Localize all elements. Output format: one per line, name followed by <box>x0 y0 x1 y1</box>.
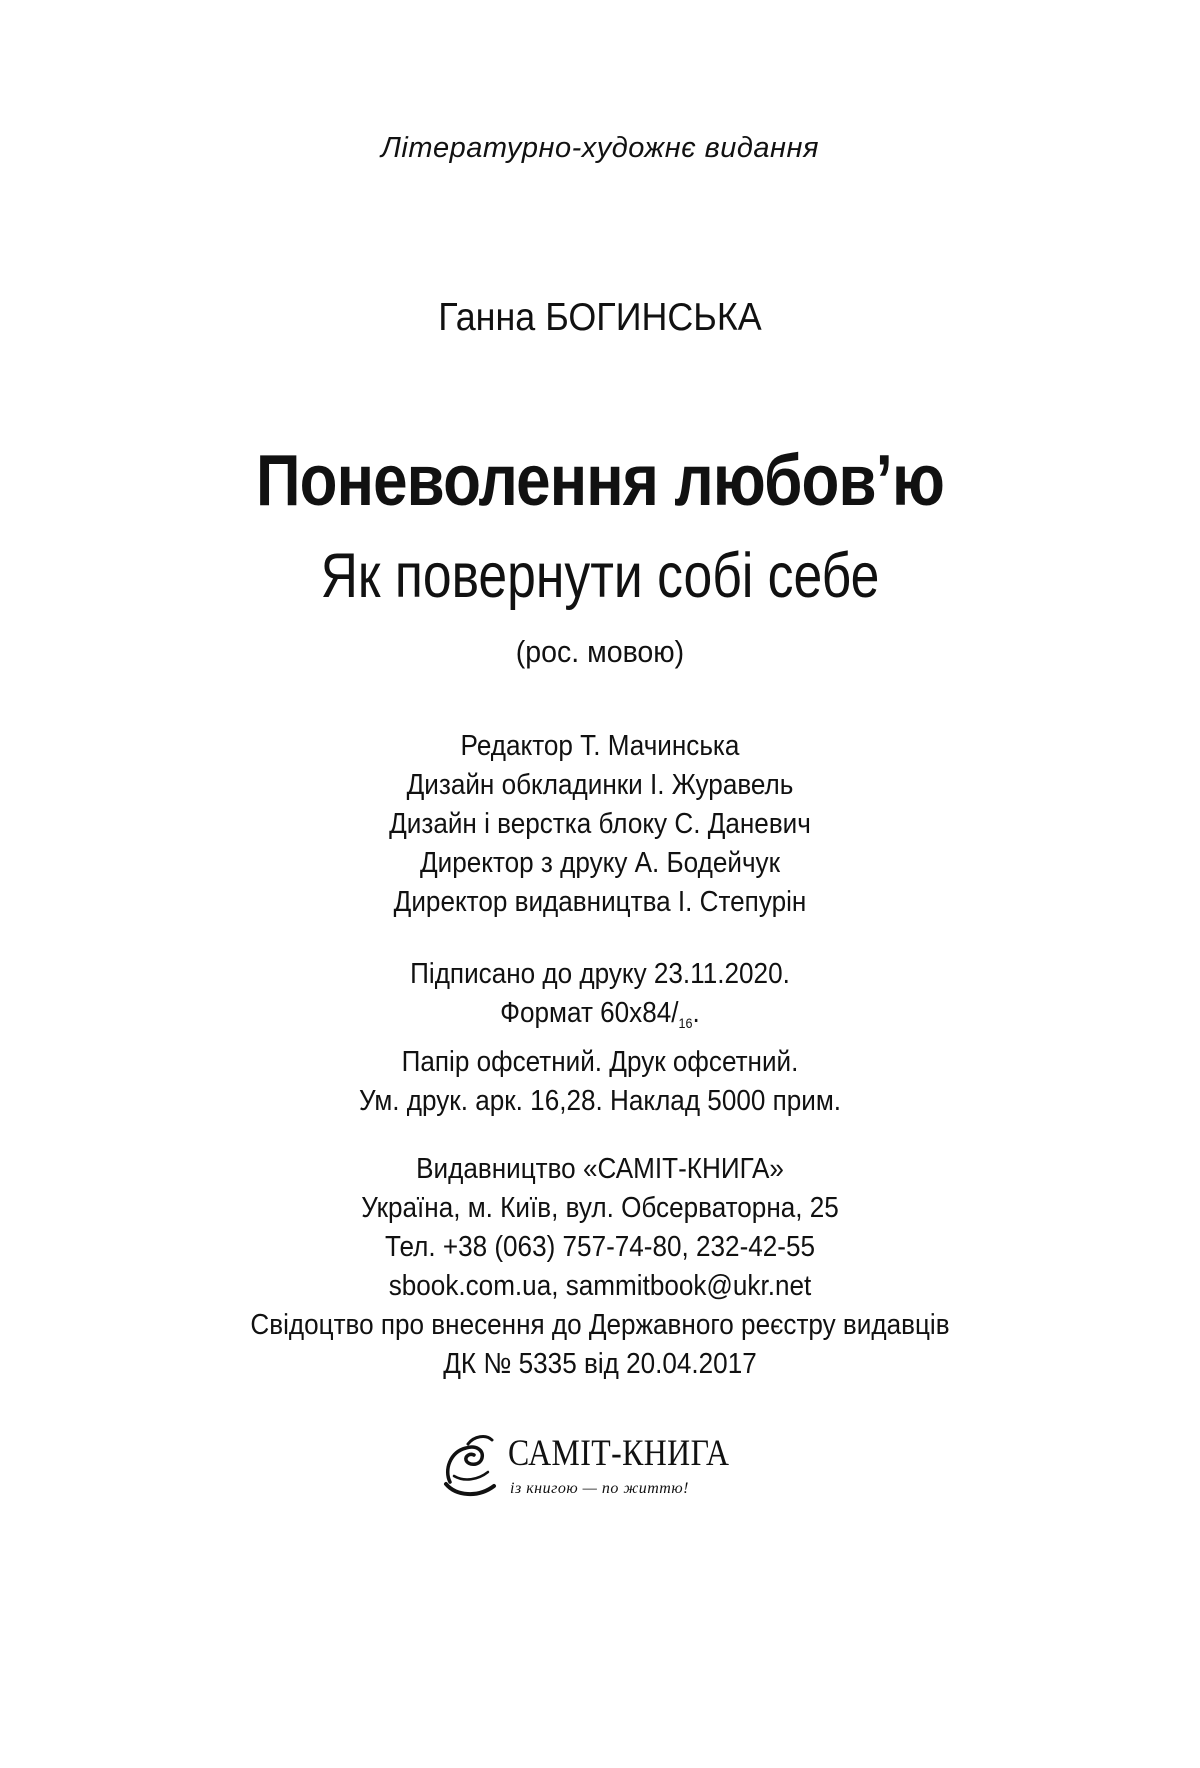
print-signed: Підписано до друку 23.11.2020. <box>410 958 790 990</box>
credit-layout-design: Дизайн і верстка блоку С. Даневич <box>389 808 811 840</box>
print-info-block <box>0 955 1200 1121</box>
credit-editor: Редактор Т. Мачинська <box>460 730 740 762</box>
print-format-suffix: . <box>692 997 700 1029</box>
publisher-name: Видавництво «САМІТ-КНИГА» <box>416 1153 784 1185</box>
publisher-certificate: Свідоцтво про внесення до Державного реєстру видавців <box>250 1309 950 1341</box>
publisher-web-email: sbook.com.ua, sammitbook@ukr.net <box>388 1270 812 1302</box>
publisher-phone: Тел. +38 (063) 757-74-80, 232-42-55 <box>384 1231 816 1263</box>
print-format-prefix: Формат 60х84/ <box>500 997 679 1029</box>
logo-name: САМІТ-КНИГА <box>508 1433 730 1474</box>
credit-publishing-director: Директор видавництва І. Степурін <box>393 886 807 918</box>
credits-block <box>0 727 1200 922</box>
print-sheets: Ум. друк. арк. 16,28. Наклад 5000 прим. <box>358 1085 842 1117</box>
language-note: (рос. мовою) <box>515 634 685 669</box>
genre-label: Літературно-художнє видання <box>381 132 819 164</box>
credit-print-director: Директор з друку А. Бодейчук <box>419 847 781 879</box>
print-paper: Папір офсетний. Друк офсетний. <box>401 1046 799 1078</box>
book-swirl-icon <box>440 1430 500 1500</box>
publisher-certificate-number: ДК № 5335 від 20.04.2017 <box>443 1348 757 1380</box>
publisher-logo <box>440 1428 760 1518</box>
credit-cover-design: Дизайн обкладинки І. Журавель <box>406 769 794 801</box>
book-subtitle: Як повернути собі себе <box>320 541 880 611</box>
publisher-address: Україна, м. Київ, вул. Обсерваторна, 25 <box>361 1192 839 1224</box>
logo-tagline: із книгою — по життю! <box>510 1480 689 1497</box>
book-title: Поневолення любов’ю <box>255 441 945 521</box>
publisher-block <box>0 1150 1200 1384</box>
print-format-sub: 16 <box>678 1015 693 1031</box>
print-format <box>60 994 1140 1043</box>
author-name: Ганна БОГИНСЬКА <box>438 296 762 339</box>
